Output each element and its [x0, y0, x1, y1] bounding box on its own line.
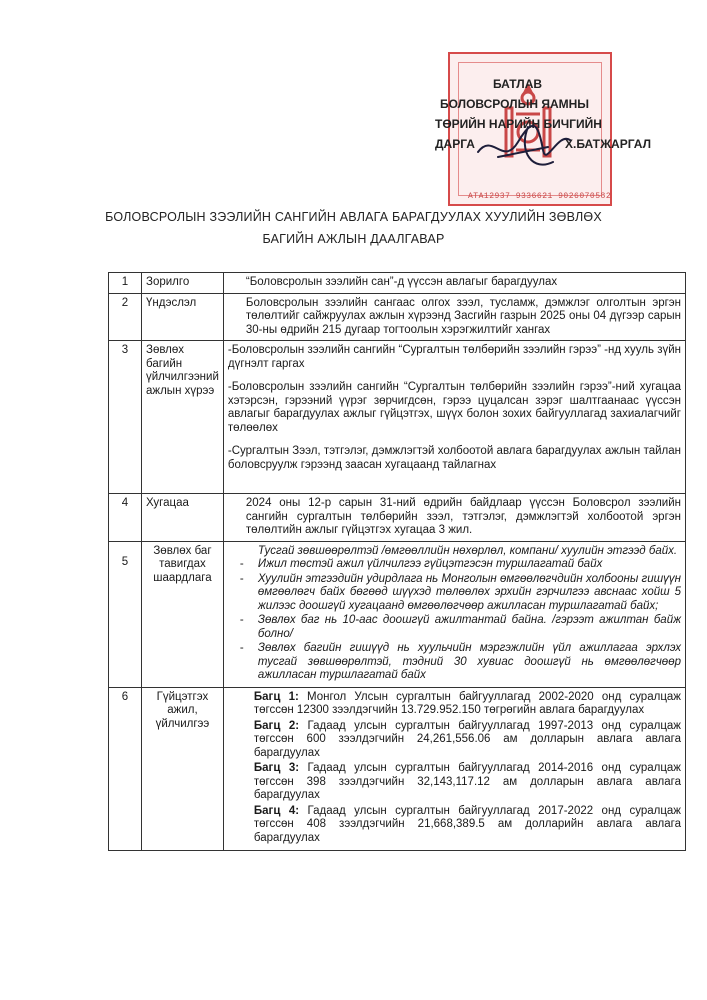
package-text: Гадаад улсын сургалтын байгууллагад 2017-2022 онд суралцаж төгссөн 408 зээлдэгчийн 21,668,389.5 ам долларийн авлага авлага барагдуулах	[253, 804, 681, 844]
row-label: Гүйцэтгэх ажил, үйлчилгээ	[142, 687, 224, 851]
scope-item: -Боловсролын зээлийн сангийн “Сургалтын төлбөрийн зээлийн гэрээ” -нд хууль зүйн дүгнэлт гаргах	[227, 344, 681, 370]
row-content	[223, 293, 685, 341]
stamp-number: ATA12937 9336621 9026070582	[468, 192, 612, 201]
row-label: Үндэслэл	[142, 293, 224, 341]
table-row	[109, 541, 686, 687]
document-title-line-1: БОЛОВСРОЛЫН ЗЭЭЛИЙН САНГИЙН АВЛАГА БАРАГДУУЛАХ ХУУЛИЙН ЗӨВЛӨХ	[105, 210, 602, 224]
package-title: Багц 3:	[253, 762, 300, 774]
package-text: Гадаад улсын сургалтын байгууллагад 2014-2016 онд суралцаж төгссөн 398 зээлдэгчийн 32,143,117.12 ам долларын авлага авлага барагдуулах	[253, 762, 681, 801]
row-number: 5	[109, 541, 142, 687]
row-label: Зорилго	[142, 273, 224, 294]
package-item	[228, 691, 681, 718]
table-row	[109, 293, 686, 341]
table-row	[109, 687, 686, 851]
approval-name: Х.БАТЖАРГАЛ	[565, 137, 651, 151]
package-title: Багц 4:	[253, 804, 300, 817]
document-title-line-2: БАГИЙН АЖЛЫН ДААЛГАВАР	[262, 232, 445, 246]
requirement-list	[228, 558, 681, 683]
package-item	[228, 762, 681, 803]
table-row	[109, 494, 686, 542]
row-label: Зөвлөх багийн үйлчилгээний ажлын хүрээ	[142, 341, 224, 494]
row-label: Хугацаа	[142, 494, 224, 542]
scope-item: -Боловсролын зээлийн сангийн “Сургалтын төлбөрийн зээлийн гэрээ”-ний хугацаа хэтэрсэн, гэрээний үүрэг зөрчигдсөн, гэрээ цуцалсан зэрэг шалтгаанаас үүссэн авлагыг барагдуулах ажлыг гүйцэтгэх, шүүх болон зохих байгууллагад захиалагчийг төлөөлөх	[227, 381, 681, 434]
row-text: “Боловсролын зээлийн сан”-д үүссэн авлагыг барагдуулах	[245, 276, 558, 288]
approval-position: ДАРГА	[435, 137, 475, 151]
package-item	[228, 805, 681, 846]
approval-line-2: БОЛОВСРОЛЫН ЯАМНЫ	[440, 97, 590, 111]
row-label: Зөвлөх баг тавигдах шаардлага	[142, 541, 224, 687]
list-item: - Хуулийн этгээдийн удирдлага нь Монголын өмгөөлөгчдийн холбооны гишүүн өмгөөлөгч байх бөгөөд шүүхэд төлөөлөх эрхийн гэрчилгээ авснаас хойш 5 жилээс доошгүй хугацаанд өмгөөлөгчөөр ажилласан туршлагатай байх;	[258, 573, 681, 614]
handwritten-signature	[458, 112, 598, 182]
approval-line-1: БАТЛАВ	[493, 77, 543, 91]
approval-line-3: ТӨРИЙН НАРИЙН БИЧГИЙН	[435, 117, 602, 131]
row-number: 3	[109, 341, 142, 494]
package-title: Багц 2:	[253, 719, 300, 732]
row-number: 6	[109, 687, 142, 851]
table-row	[109, 341, 686, 494]
package-item	[228, 720, 681, 761]
row-content	[223, 687, 685, 851]
row-text: 2024 оны 12-р сарын 31-ний өдрийн байдлаар үүссэн Боловсрол зээлийн сангийн сургалтын төлбөрийн зээл, тэтгэлэг, дэмжлэгтэй холбоотой эргэн төлөлтийн ажлыг гүйцэтгэх хугацаа 3 жил.	[245, 497, 681, 536]
requirement-intro: Тусгай зөвшөөрөлтэй /өмгөөллийн нөхөрлөл, компани/ хуулийн этгээд байх.	[257, 544, 678, 557]
list-item: - Зөвлөх баг нь 10-аас доошгүй ажилтантай байна. /гэрээт ажилтан байж болно/	[258, 614, 681, 641]
row-text: Боловсролын зээлийн сангаас олгох зээл, тусламж, дэмжлэг олголтын эргэн төлөлтийг сайжруулах ажлын хүрээнд Засгийн газрын 2025 оны 04 дүгээр сарын 30-ны өдрийн 215 дугаар тогтоолын хэрэгжилтийг хангах	[245, 296, 681, 336]
list-item: - Зөвлөх багийн гишүүд нь хуульчийн мэргэжлийн үйл ажиллагаа эрхлэх тусгай зөвшөөрөлтэй, тэдний 30 хувиас доошгүй нь өмгөөлөгчөөр ажилласан туршлагатай байх	[258, 642, 681, 683]
package-text: Гадаад улсын сургалтын байгууллагад 1997-2013 онд суралцаж төгссөн 600 зээлдэгчийн 24,261,556.06 ам долларын авлага авлага барагдуулах	[253, 719, 681, 759]
row-content	[223, 494, 685, 542]
row-content	[223, 541, 685, 687]
scope-item: -Сургалтын Зээл, тэтгэлэг, дэмжлэгтэй холбоотой авлага барагдуулах ажлын тайлан боловсруулж гэрээнд заасан хугацаанд тайлагнах	[227, 445, 681, 471]
row-content	[223, 341, 685, 494]
row-number: 2	[109, 293, 142, 341]
list-item: - Ижил төстэй ажил үйлчилгээ гүйцэтгэсэн туршлагатай байх	[258, 558, 681, 572]
package-title: Багц 1:	[253, 690, 299, 703]
row-number: 1	[109, 273, 142, 294]
row-content	[223, 273, 685, 294]
table-row	[109, 273, 686, 294]
package-text: Монгол Улсын сургалтын байгууллагад 2002-2020 онд суралцаж төгссөн 12300 зээлдэгчийн 13.729.952.150 төгрөгийн авлага барагдуулах	[253, 690, 681, 716]
row-number: 4	[109, 494, 142, 542]
terms-table	[108, 272, 686, 851]
